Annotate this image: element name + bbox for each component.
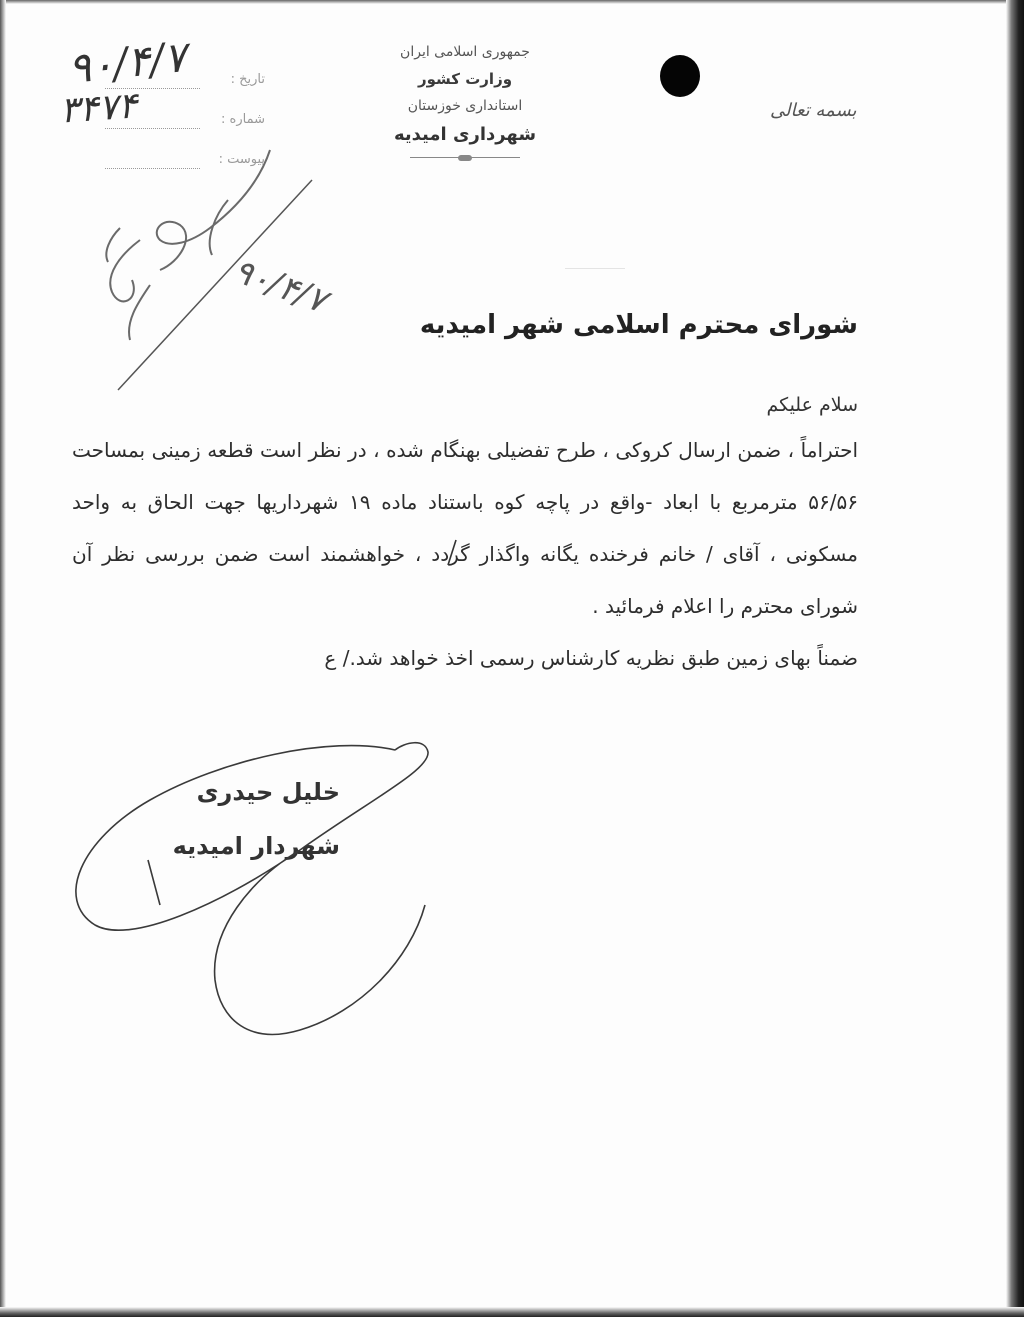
handwritten-number: ۳۴۷۴ bbox=[58, 85, 139, 132]
attachment-label: پیوست : bbox=[218, 152, 265, 167]
letterhead-governorate: استانداری خوزستان bbox=[407, 98, 523, 114]
number-label: شماره : bbox=[221, 112, 265, 127]
body-strike-mark bbox=[448, 540, 456, 565]
closing-note: ضمناً بهای زمین طبق نظریه کارشناس رسمی اخذ خواهد شد./ ع bbox=[324, 646, 858, 670]
signature-loop bbox=[76, 743, 428, 1035]
margin-note-diagonal-stroke bbox=[118, 180, 312, 390]
margin-note-date: ۹۰/۴/۷ bbox=[228, 250, 332, 322]
signatory-title: شهردار امیدیه bbox=[172, 832, 340, 860]
greeting: سلام علیکم bbox=[766, 394, 858, 416]
letterhead-municipality: شهرداری امیدیه bbox=[393, 124, 537, 145]
bismillah: بسمه تعالی bbox=[770, 100, 857, 121]
handwritten-date: ۹۰/۴/۷ bbox=[65, 31, 189, 94]
letterhead-republic: جمهوری اسلامی ایران bbox=[400, 44, 530, 60]
signatory-name: خلیل حیدری bbox=[196, 778, 340, 806]
addressee: شورای محترم اسلامی شهر امیدیه bbox=[419, 310, 858, 340]
signature-tail bbox=[148, 860, 160, 905]
body-paragraph: احتراماً ، ضمن ارسال کروکی ، طرح تفضیلی بهنگام شده ، در نظر است قطعه زمینی بمساحت ۵۶/۵۶ مترمربع با ابعاد -واقع در پاچه کوه باستناد ماده ۱۹ شهرداریها جهت الحاق به واحد مسکونی ، آقای / خانم فرخنده یگانه واگذار گردد ، خواهشمند است ضمن بررسی نظر آن شورای محترم را اعلام فرمائید . bbox=[72, 438, 858, 618]
letterhead-ministry: وزارت کشور bbox=[417, 70, 513, 88]
date-label: تاریخ : bbox=[230, 72, 265, 87]
